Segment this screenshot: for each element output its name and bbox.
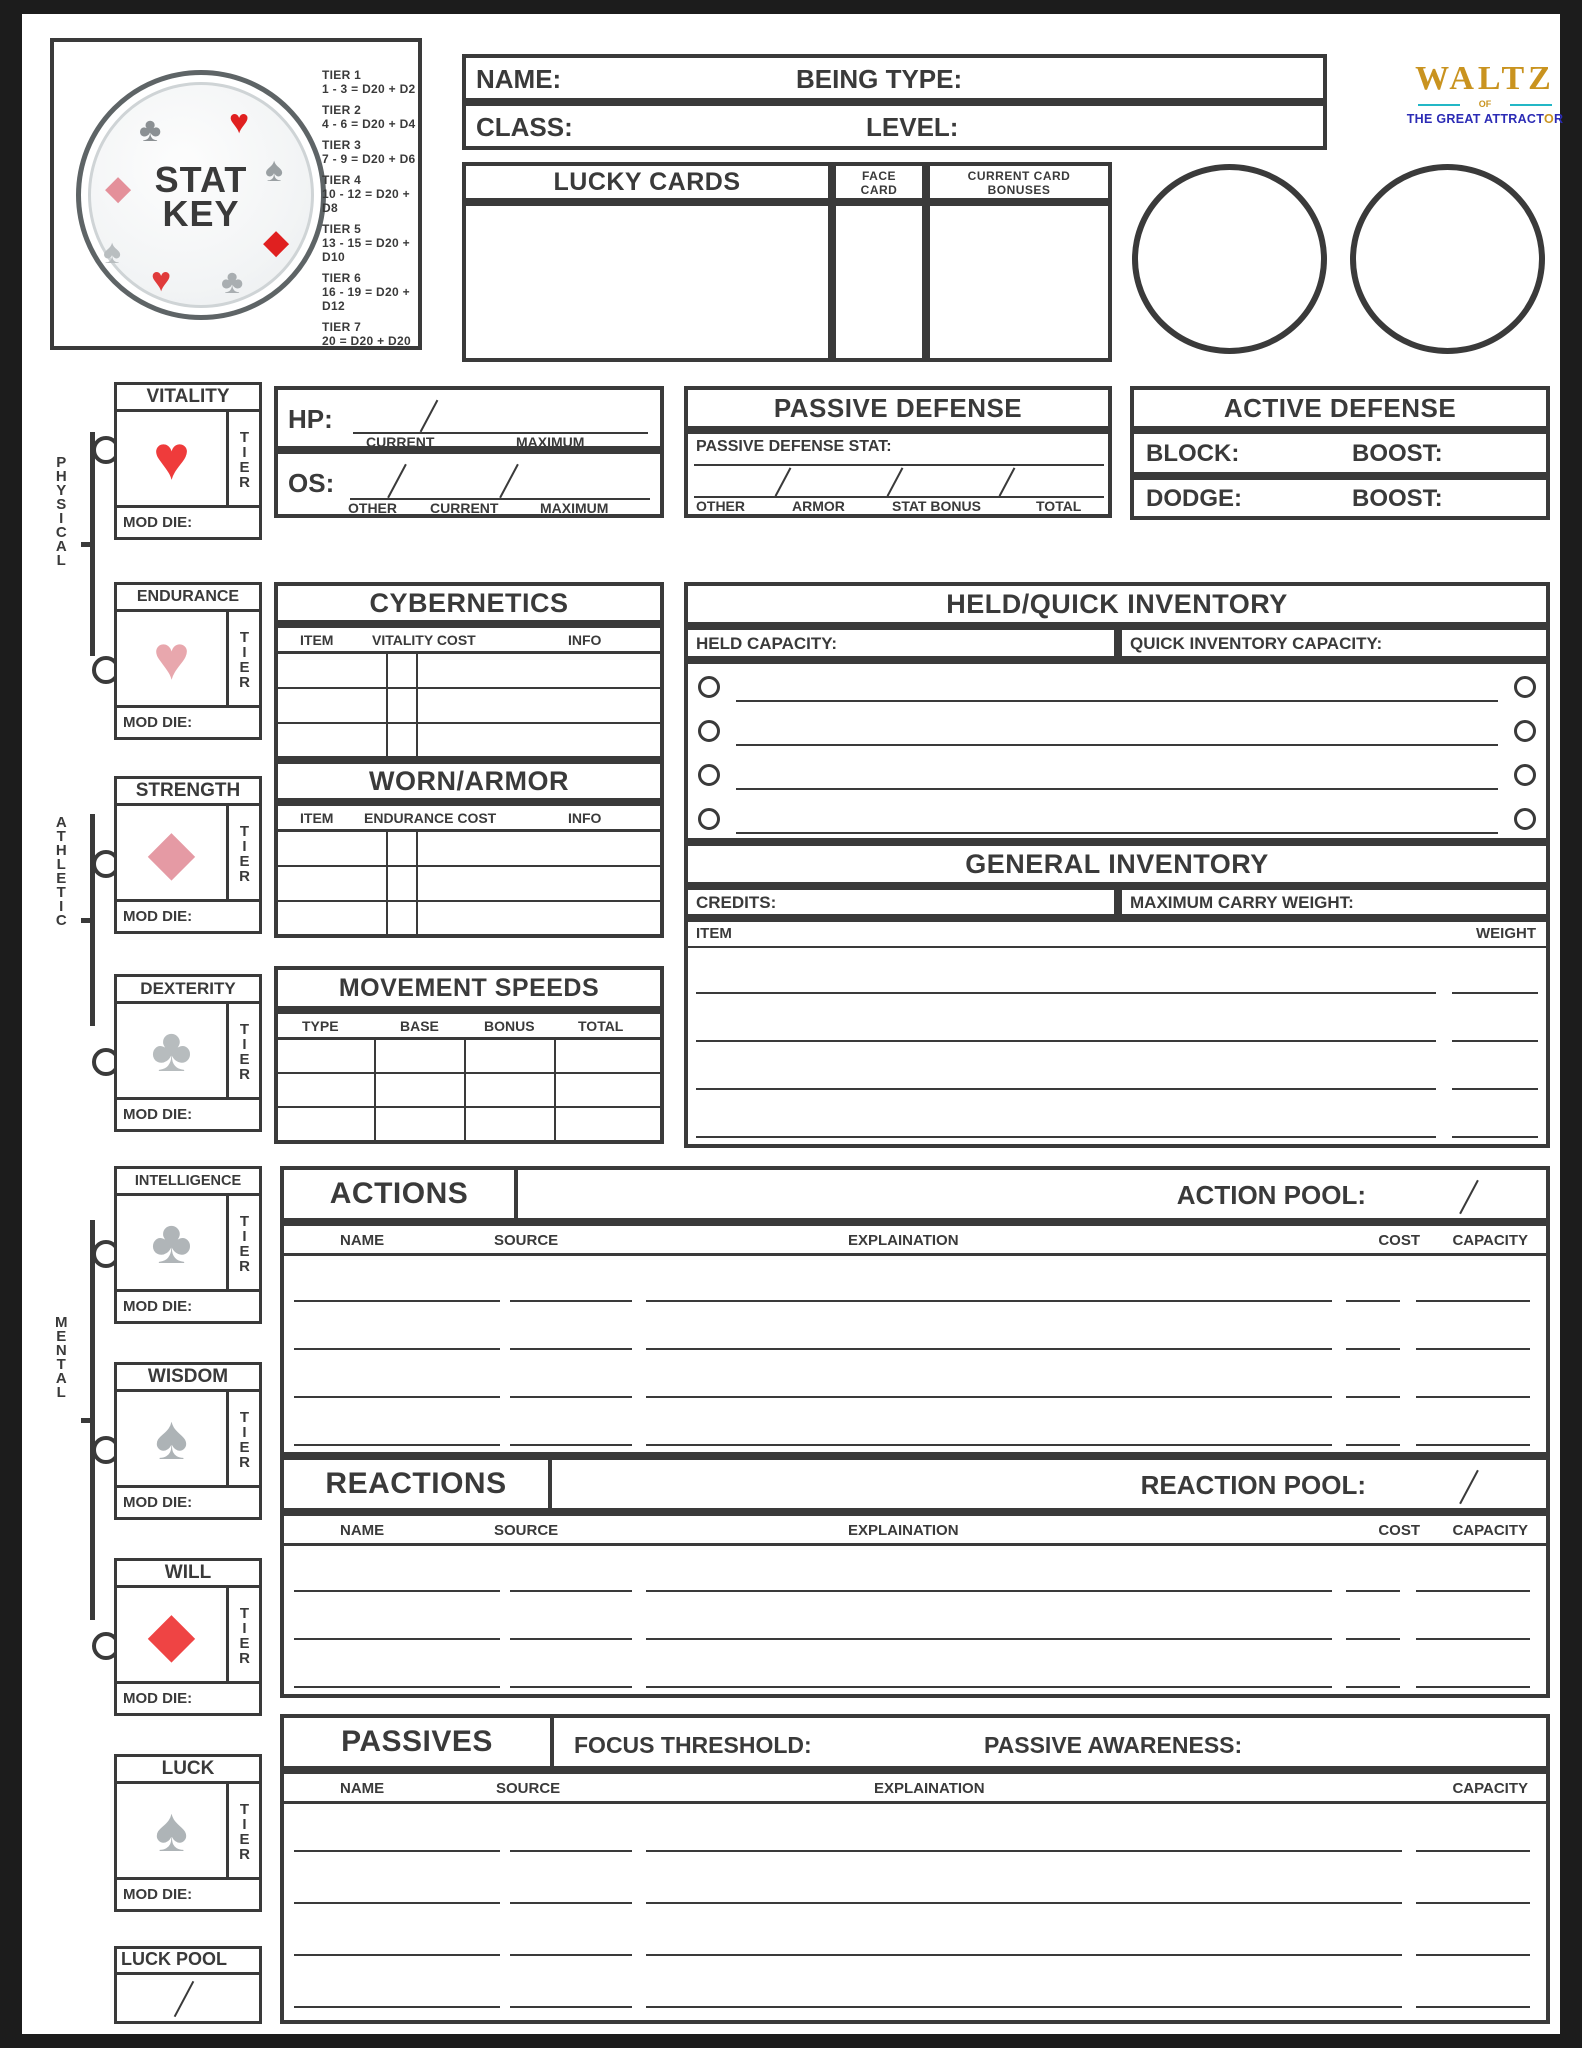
block-row[interactable] (1130, 430, 1550, 476)
luck-pool-slash (174, 1981, 195, 2017)
focus-threshold-label: FOCUS THRESHOLD: (574, 1732, 812, 1758)
tier-label: TIER (236, 428, 253, 489)
actions-title: ACTIONS (329, 1177, 469, 1210)
os-current-label: CURRENT (430, 500, 499, 516)
os-maximum-label: MAXIMUM (540, 500, 609, 516)
active-defense-header (1130, 386, 1550, 430)
dodge-row[interactable] (1130, 476, 1550, 520)
stat-key-title-2: KEY (162, 193, 240, 235)
club-icon: ♣ (139, 111, 162, 149)
tier-label: TIER (236, 1408, 253, 1469)
passives-header (280, 1714, 1550, 1770)
quick-slot-bullet[interactable] (1514, 720, 1536, 742)
cyb-col-cost: VITALITY COST (372, 632, 476, 648)
dodge-boost-label: BOOST: (1352, 485, 1443, 512)
pas-col-name: NAME (340, 1780, 385, 1797)
club-icon: ♣ (117, 1004, 229, 1097)
tier-row (322, 103, 422, 131)
passive-defense-title: PASSIVE DEFENSE (773, 393, 1023, 423)
action-pool-slash (1459, 1180, 1479, 1214)
mod-die-label: MOD DIE: (114, 902, 262, 934)
reactions-header (280, 1456, 1550, 1512)
cybernetics-header (274, 582, 664, 624)
held-slot-bullet[interactable] (698, 764, 720, 786)
group-label-mental: MENTAL (52, 1314, 70, 1398)
diamond-icon: ◆ (117, 806, 229, 899)
gi-col-weight: WEIGHT (1476, 925, 1536, 942)
max-carry-weight-label: MAXIMUM CARRY WEIGHT: (1130, 893, 1354, 912)
action-pool-label: ACTION POOL: (1176, 1180, 1366, 1210)
passives-table[interactable] (280, 1770, 1550, 2024)
os-slash-2 (499, 464, 519, 498)
rea-col-name: NAME (340, 1522, 385, 1539)
tier-table (322, 68, 422, 355)
quick-slot-bullet[interactable] (1514, 676, 1536, 698)
held-slot-bullet[interactable] (698, 676, 720, 698)
being-type-label: BEING TYPE: (796, 64, 963, 94)
face-card-body[interactable] (832, 202, 926, 362)
reactions-table[interactable] (280, 1512, 1550, 1698)
portrait-circle-2[interactable] (1350, 164, 1545, 354)
cybernetics-table[interactable] (274, 624, 664, 760)
current-card-bonuses-header (926, 162, 1112, 202)
rea-col-cost: COST (1378, 1522, 1420, 1539)
mod-die-label: MOD DIE: (114, 1292, 262, 1324)
quick-slot-bullet[interactable] (1514, 764, 1536, 786)
cyb-col-item: ITEM (300, 632, 334, 648)
reaction-pool-label: REACTION POOL: (1140, 1470, 1366, 1500)
tier-label: TIER (236, 822, 253, 883)
passive-defense-body[interactable] (684, 430, 1112, 518)
name-row[interactable] (462, 54, 1327, 102)
heart-icon: ♥ (151, 261, 172, 299)
passive-defense-rule-top (694, 464, 1104, 466)
spade-icon: ♠ (103, 233, 122, 271)
stat-name-will: WILL (114, 1558, 262, 1588)
stat-block-wisdom[interactable] (114, 1362, 262, 1520)
class-row[interactable] (462, 102, 1327, 150)
worn-armor-header (274, 760, 664, 802)
held-quick-inventory-title: HELD/QUICK INVENTORY (946, 589, 1288, 619)
held-slot-bullet[interactable] (698, 808, 720, 830)
pd-stat-bonus-label: STAT BONUS (892, 498, 981, 514)
heart-icon: ♥ (229, 103, 250, 141)
stat-name-vitality: VITALITY (114, 382, 262, 412)
held-slot-rule (736, 744, 1498, 746)
club-icon: ♣ (221, 263, 244, 301)
os-other-label: OTHER (348, 500, 397, 516)
heart-icon: ♥ (117, 412, 229, 505)
brand-subtitle (1400, 112, 1570, 126)
tier-label: TIER 3 (322, 138, 362, 152)
tier-range: 20 = D20 + D20 (322, 334, 411, 348)
pas-col-source: SOURCE (496, 1780, 561, 1797)
hp-panel[interactable] (274, 386, 664, 450)
brand-subtitle-post: R (1553, 112, 1564, 126)
tier-range: 10 - 12 = D20 + D8 (322, 187, 410, 215)
tier-range: 13 - 15 = D20 + D10 (322, 236, 410, 264)
held-capacity-field[interactable] (684, 626, 1118, 660)
lucky-cards-title: LUCKY CARDS (553, 168, 741, 196)
gi-col-item: ITEM (696, 925, 732, 942)
worn-armor-table[interactable] (274, 802, 664, 938)
bracket-physical (90, 432, 95, 656)
stat-key-title-1: STAT (154, 159, 248, 200)
tier-label: TIER (236, 1800, 253, 1861)
general-inventory-header (684, 842, 1550, 886)
diamond-icon: ◆ (105, 169, 132, 207)
tier-range: 7 - 9 = D20 + D6 (322, 152, 416, 166)
stat-block-luck[interactable] (114, 1754, 262, 1912)
stat-block-vitality[interactable] (114, 382, 262, 540)
held-slot-rule (736, 700, 1498, 702)
current-card-bonuses-body[interactable] (926, 202, 1112, 362)
luck-pool-panel[interactable] (114, 1946, 262, 2024)
tier-row (322, 222, 422, 264)
quick-slot-bullet[interactable] (1514, 808, 1536, 830)
spade-icon: ♠ (265, 151, 284, 189)
passive-defense-header (684, 386, 1112, 430)
card-bonus-label-2: BONUSES (987, 183, 1051, 197)
stat-name-dexterity: DEXTERITY (114, 974, 262, 1004)
passive-defense-stat-label: PASSIVE DEFENSE STAT: (696, 438, 892, 455)
dodge-label: DODGE: (1146, 485, 1242, 512)
act-col-explanation: EXPLAINATION (848, 1232, 959, 1249)
stat-block-dexterity[interactable] (114, 974, 262, 1132)
tier-row (322, 271, 422, 313)
os-label: OS: (288, 468, 335, 498)
brand-subtitle-o: O (1543, 112, 1554, 126)
hp-label: HP: (288, 404, 333, 434)
active-defense-title: ACTIVE DEFENSE (1223, 393, 1457, 423)
level-label: LEVEL: (866, 112, 959, 142)
tier-range: 4 - 6 = D20 + D4 (322, 117, 416, 131)
group-label-athletic: ATHLETIC (52, 814, 70, 926)
club-icon: ♣ (117, 1196, 229, 1289)
mod-die-label: MOD DIE: (114, 508, 262, 540)
card-bonus-label-1: CURRENT CARD (967, 169, 1071, 183)
lucky-cards-header (462, 162, 832, 202)
block-boost-label: BOOST: (1352, 440, 1443, 467)
bracket-athletic (90, 814, 95, 1026)
bracket-mental (90, 1220, 95, 1620)
general-inventory-title: GENERAL INVENTORY (965, 849, 1269, 879)
pas-col-capacity: CAPACITY (1452, 1780, 1528, 1797)
brand-subtitle-pre: THE GREAT ATTRACT (1406, 112, 1544, 126)
tier-range: 16 - 19 = D20 + D12 (322, 285, 410, 313)
brand-of-label: OF (1400, 99, 1570, 109)
tier-label: TIER (236, 1604, 253, 1665)
actions-table[interactable] (280, 1222, 1550, 1456)
held-quick-slots[interactable] (684, 660, 1550, 842)
pd-slash-3 (999, 467, 1016, 496)
spade-icon: ♠ (117, 1392, 229, 1485)
diamond-icon: ◆ (263, 223, 290, 261)
max-carry-weight-field[interactable] (1118, 886, 1550, 918)
armor-col-info: INFO (568, 810, 602, 826)
spade-icon: ♠ (117, 1784, 229, 1877)
tier-label: TIER (236, 628, 253, 689)
quick-capacity-field[interactable] (1118, 626, 1550, 660)
ms-col-bonus: BONUS (484, 1018, 535, 1034)
tier-row (322, 68, 422, 96)
stat-block-strength[interactable] (114, 776, 262, 934)
act-col-cost: COST (1378, 1232, 1420, 1249)
movement-speeds-header (274, 966, 664, 1010)
tier-label: TIER 4 (322, 173, 362, 187)
pas-col-explanation: EXPLAINATION (874, 1780, 985, 1797)
tier-label: TIER 2 (322, 103, 362, 117)
diamond-icon: ◆ (117, 1588, 229, 1681)
class-label: CLASS: (476, 112, 573, 142)
tier-label: TIER 7 (322, 320, 362, 334)
os-panel[interactable] (274, 450, 664, 518)
actions-header (280, 1166, 1550, 1222)
quick-capacity-label: QUICK INVENTORY CAPACITY: (1130, 634, 1383, 653)
held-slot-rule (736, 788, 1498, 790)
worn-armor-title: WORN/ARMOR (369, 766, 569, 796)
pd-slash-1 (775, 467, 792, 496)
tier-row (322, 173, 422, 215)
hp-slash (420, 400, 439, 433)
tier-label: TIER 6 (322, 271, 362, 285)
passive-awareness-label: PASSIVE AWARENESS: (984, 1732, 1243, 1758)
pd-armor-label: ARMOR (792, 498, 845, 514)
cyb-col-info: INFO (568, 632, 602, 648)
hp-maximum-label: MAXIMUM (516, 434, 585, 450)
mod-die-label: MOD DIE: (114, 1488, 262, 1520)
pd-other-label: OTHER (696, 498, 745, 514)
movement-speeds-table[interactable] (274, 1010, 664, 1144)
face-card-label-2: CARD (860, 183, 898, 197)
tier-row (322, 138, 422, 166)
stat-block-intelligence[interactable] (114, 1166, 262, 1324)
act-col-name: NAME (340, 1232, 385, 1249)
mod-die-label: MOD DIE: (114, 708, 262, 740)
stat-key-caption (81, 159, 321, 235)
credits-field[interactable] (684, 886, 1118, 918)
stat-name-strength: STRENGTH (114, 776, 262, 806)
armor-col-item: ITEM (300, 810, 334, 826)
general-inventory-table[interactable] (684, 918, 1550, 1148)
reactions-title: REACTIONS (325, 1467, 507, 1500)
held-quick-inventory-header (684, 582, 1550, 626)
credits-label: CREDITS: (696, 893, 777, 912)
held-capacity-label: HELD CAPACITY: (696, 634, 838, 653)
heart-icon: ♥ (117, 612, 229, 705)
cybernetics-title: CYBERNETICS (369, 588, 569, 618)
os-slash-1 (387, 464, 407, 498)
character-sheet-page (22, 14, 1564, 2034)
lucky-cards-body[interactable] (462, 202, 832, 362)
ms-col-base: BASE (400, 1018, 439, 1034)
stat-name-wisdom: WISDOM (114, 1362, 262, 1392)
tier-label: TIER 1 (322, 68, 362, 82)
tier-label: TIER (236, 1212, 253, 1273)
tier-label: TIER (236, 1020, 253, 1081)
mod-die-label: MOD DIE: (114, 1100, 262, 1132)
rea-col-source: SOURCE (494, 1522, 559, 1539)
mod-die-label: MOD DIE: (114, 1880, 262, 1912)
pd-total-label: TOTAL (1036, 498, 1082, 514)
held-slot-rule (736, 832, 1498, 834)
name-label: NAME: (476, 64, 562, 94)
reaction-pool-slash (1459, 1470, 1479, 1504)
block-label: BLOCK: (1146, 440, 1240, 467)
luck-pool-label: LUCK POOL (117, 1949, 259, 1975)
rea-col-explanation: EXPLAINATION (848, 1522, 959, 1539)
rea-col-capacity: CAPACITY (1452, 1522, 1528, 1539)
stat-block-will[interactable] (114, 1558, 262, 1716)
movement-speeds-title: MOVEMENT SPEEDS (338, 974, 600, 1002)
stat-key-panel (50, 38, 422, 350)
act-col-capacity: CAPACITY (1452, 1232, 1528, 1249)
face-card-header (832, 162, 926, 202)
group-label-physical: PHYSICAL (52, 454, 70, 566)
brand-logo (1400, 62, 1570, 126)
held-slot-bullet[interactable] (698, 720, 720, 742)
face-card-label-1: FACE (861, 169, 896, 183)
tier-row (322, 320, 422, 348)
portrait-circle-1[interactable] (1132, 164, 1327, 354)
ms-col-total: TOTAL (578, 1018, 624, 1034)
act-col-source: SOURCE (494, 1232, 559, 1249)
brand-name: WALTZ (1415, 60, 1555, 97)
mod-die-label: MOD DIE: (114, 1684, 262, 1716)
stat-name-intelligence: INTELLIGENCE (114, 1166, 262, 1196)
pd-slash-2 (887, 467, 904, 496)
hp-current-label: CURRENT (366, 434, 435, 450)
tier-range: 1 - 3 = D20 + D2 (322, 82, 416, 96)
stat-key-emblem (76, 70, 326, 320)
ms-col-type: TYPE (302, 1018, 339, 1034)
tier-label: TIER 5 (322, 222, 362, 236)
stat-name-endurance: ENDURANCE (114, 582, 262, 612)
stat-block-endurance[interactable] (114, 582, 262, 740)
stat-name-luck: LUCK (114, 1754, 262, 1784)
passives-title: PASSIVES (341, 1725, 493, 1758)
armor-col-cost: ENDURANCE COST (364, 810, 497, 826)
